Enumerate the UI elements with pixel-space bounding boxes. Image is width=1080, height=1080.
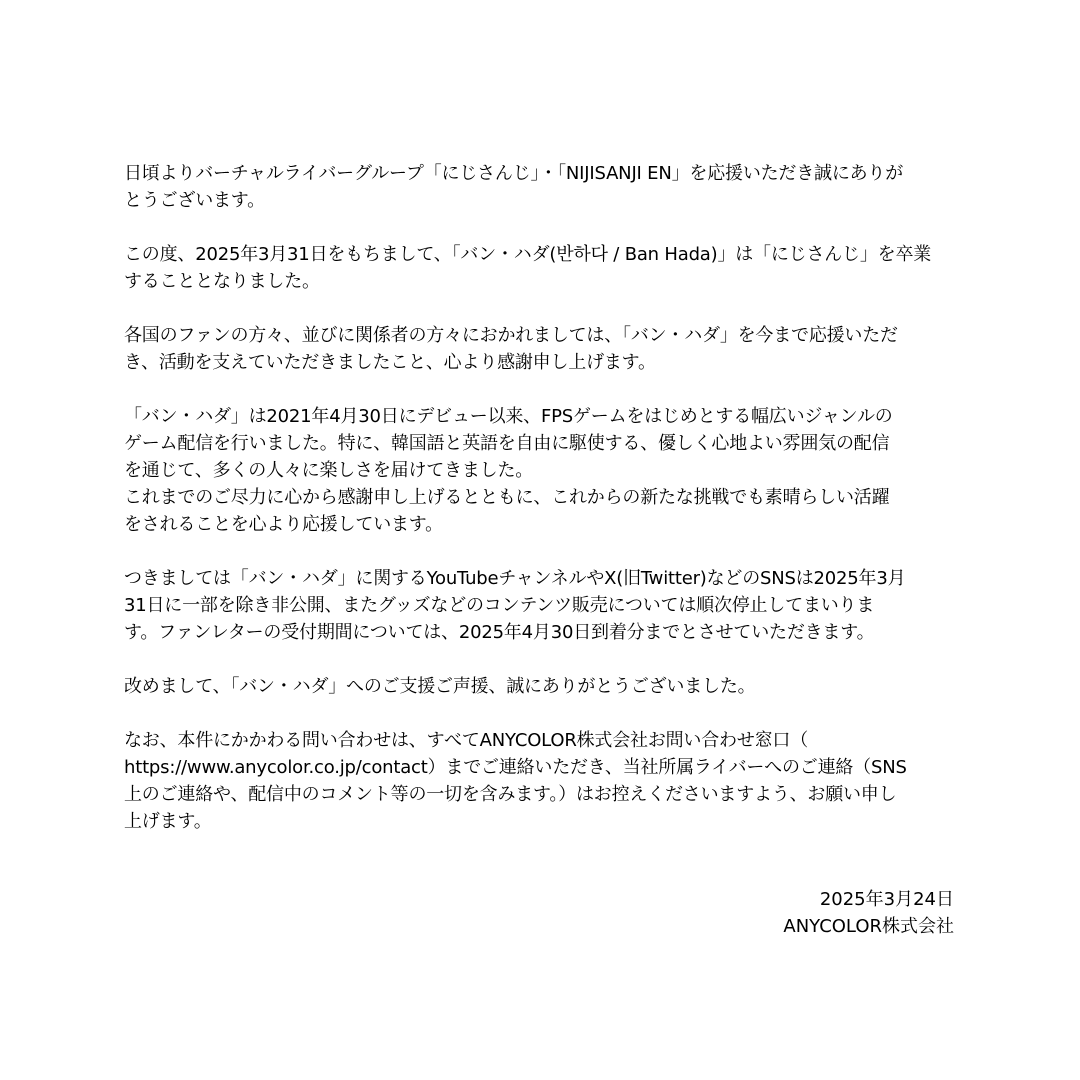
text-line: 31日に一部を除き非公開、またグッズなどのコンテンツ販売については順次停止してまいりま [124,595,875,616]
text-line: 上げます。 [124,811,212,832]
paragraph-greeting [124,160,954,214]
text-line: つきましては「バン・ハダ」に関するYouTubeチャンネルやX(旧Twitter)などのSNSは2025年3月 [124,568,906,589]
text-line: https://www.anycolor.co.jp/contact）までご連絡いただき、当社所属ライバーへのご連絡（SNS [124,757,907,778]
signature-company: ANYCOLOR株式会社 [783,916,954,937]
text-line: き、活動を支えていただきましたこと、心より感謝申し上げます。 [124,352,656,373]
announcement-body [124,160,954,862]
paragraph-thanks-fans [124,322,954,376]
text-line: 日頃よりバーチャルライバーグループ「にじさんじ」・「NIJISANJI EN」を応援いただき誠にありが [124,163,904,184]
text-line: を通じて、多くの人々に楽しさを届けてきました。 [124,460,534,481]
text-line: 各国のファンの方々、並びに関係者の方々におかれましては、「バン・ハダ」を今まで応援いただ [124,325,898,346]
paragraph-graduation-notice [124,241,954,295]
paragraph-contact-info [124,727,954,835]
paragraph-closing-thanks [124,673,954,700]
text-line: す。ファンレターの受付期間については、2025年4月30日到着分までとさせていただきます。 [124,622,875,643]
text-line: 上のご連絡や、配信中のコメント等の一切を含みます。）はお控えくださいますよう、お願い申し [124,784,897,805]
signature-block [783,886,954,940]
signature-date: 2025年3月24日 [819,889,954,910]
text-line: ゲーム配信を行いました。特に、韓国語と英語を自由に駆使する、優しく心地よい雰囲気の配信 [124,433,890,454]
text-line: をされることを心より応援しています。 [124,514,443,535]
text-line: この度、2025年3月31日をもちまして、「バン・ハダ(반하다 / Ban Hada)」は「にじさんじ」を卒業 [124,244,932,265]
text-line: なお、本件にかかわる問い合わせは、すべてANYCOLOR株式会社お問い合わせ窓口（ [124,730,809,751]
text-line: 改めまして、「バン・ハダ」へのご支援ご声援、誠にありがとうございました。 [124,676,756,697]
paragraph-activity-summary [124,403,954,538]
text-line: することとなりました。 [124,271,320,292]
paragraph-sns-goods [124,565,954,646]
text-line: とうございます。 [124,190,265,211]
text-line: これまでのご尽力に心から感謝申し上げるとともに、これからの新たな挑戦でも素晴らしい活躍 [124,487,890,508]
text-line: 「バン・ハダ」は2021年4月30日にデビュー以来、FPSゲームをはじめとする幅広いジャンルの [124,406,893,427]
